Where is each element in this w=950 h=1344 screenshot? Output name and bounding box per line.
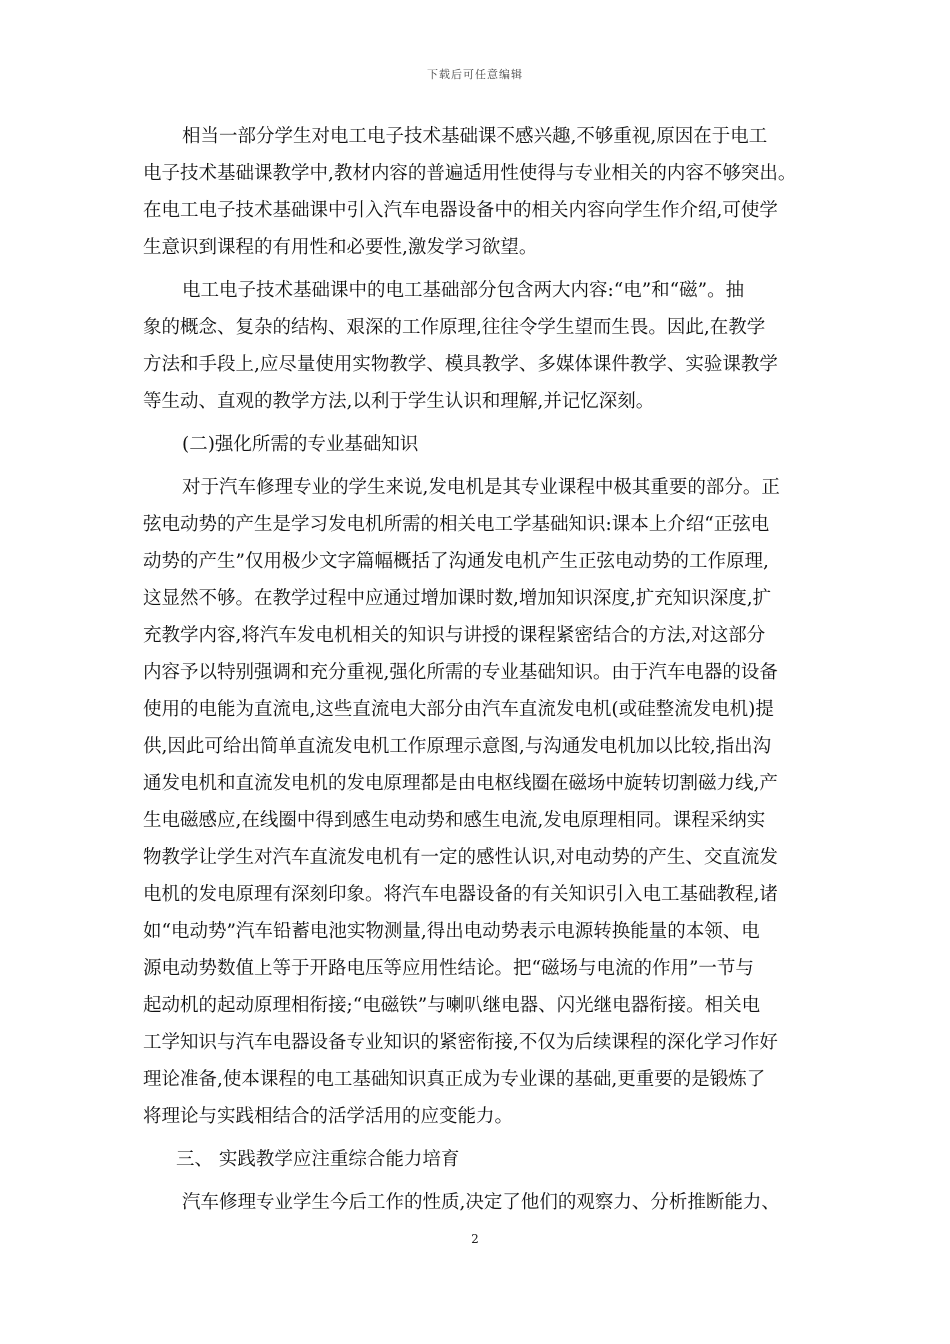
paragraph-line: 生意识到课程的有用性和必要性,激发学习欲望。 [143,237,538,258]
paragraph-line: 汽车修理专业学生今后工作的性质,决定了他们的观察力、分析推断能力、 [182,1192,780,1213]
paragraph-line: 相当一部分学生对电工电子技术基础课不感兴趣,不够重视,原因在于电工 [182,126,768,147]
page-header-note: 下载后可任意编辑 [427,68,523,81]
paragraph-line: 供,因此可给出简单直流发电机工作原理示意图,与沟通发电机加以比较,指出沟 [143,736,772,757]
paragraph-line: 电工电子技术基础课中的电工基础部分包含两大内容:“电”和“磁”。抽 [182,280,745,301]
paragraph-line: 充教学内容,将汽车发电机相关的知识与讲授的课程紧密结合的方法,对这部分 [143,625,766,646]
paragraph-line: 将理论与实践相结合的活学活用的应变能力。 [143,1106,514,1127]
paragraph-line: 对于汽车修理专业的学生来说,发电机是其专业课程中极其重要的部分。正 [182,477,780,498]
paragraph-line: 在电工电子技术基础课中引入汽车电器设备中的相关内容向学生作介绍,可使学 [143,200,778,221]
paragraph-line: 内容予以特别强调和充分重视,强化所需的专业基础知识。由于汽车电器的设备 [143,662,778,683]
document-body [143,118,809,1221]
paragraph-line: 使用的电能为直流电,这些直流电大部分由汽车直流发电机(或硅整流发电机)提 [143,699,774,720]
paragraph-line: 电机的发电原理有深刻印象。将汽车电器设备的有关知识引入电工基础教程,诸 [143,884,778,905]
paragraph-line: 物教学让学生对汽车直流发电机有一定的感性认识,对电动势的产生、交直流发 [143,847,778,868]
paragraph-line: 起动机的起动原理相衔接;“电磁铁”与喇叭继电器、闪光继电器衔接。相关电 [143,995,761,1016]
paragraph-line: 电子技术基础课教学中,教材内容的普遍适用性使得与专业相关的内容不够突出。 [143,163,797,184]
paragraph-line: 理论准备,使本课程的电工基础知识真正成为专业课的基础,更重要的是锻炼了 [143,1069,766,1090]
paragraph-line: 工学知识与汽车电器设备专业知识的紧密衔接,不仅为后续课程的深化学习作好 [143,1032,778,1053]
paragraph-line: 象的概念、复杂的结构、艰深的工作原理,往往令学生望而生畏。因此,在教学 [143,317,766,338]
paragraph-line: 这显然不够。在教学过程中应通过增加课时数,增加知识深度,扩充知识深度,扩 [143,588,772,609]
paragraph-line: 弦电动势的产生是学习发电机所需的相关电工学基础知识:课本上介绍“正弦电 [143,514,770,535]
section-heading: (二)强化所需的专业基础知识 [182,434,419,455]
paragraph-line: 等生动、直观的教学方法,以利于学生认识和理解,并记忆深刻。 [143,391,655,412]
paragraph-line: 生电磁感应,在线圈中得到感生电动势和感生电流,发电原理相同。课程采纳实 [143,810,766,831]
paragraph-line: 通发电机和直流发电机的发电原理都是由电枢线圈在磁场中旋转切割磁力线,产 [143,773,778,794]
paragraph-line: 如“电动势”汽车铅蓄电池实物测量,得出电动势表示电源转换能量的本领、电 [143,921,760,942]
paragraph-line: 动势的产生”仅用极少文字篇幅概括了沟通发电机产生正弦电动势的工作原理, [143,551,769,572]
section-heading: 三、 实践教学应注重综合能力培育 [176,1149,460,1170]
paragraph-line: 方法和手段上,应尽量使用实物教学、模具教学、多媒体课件教学、实验课教学 [143,354,778,375]
page-number: 2 [471,1232,479,1246]
paragraph-line: 源电动势数值上等于开路电压等应用性结论。把“磁场与电流的作用”一节与 [143,958,754,979]
